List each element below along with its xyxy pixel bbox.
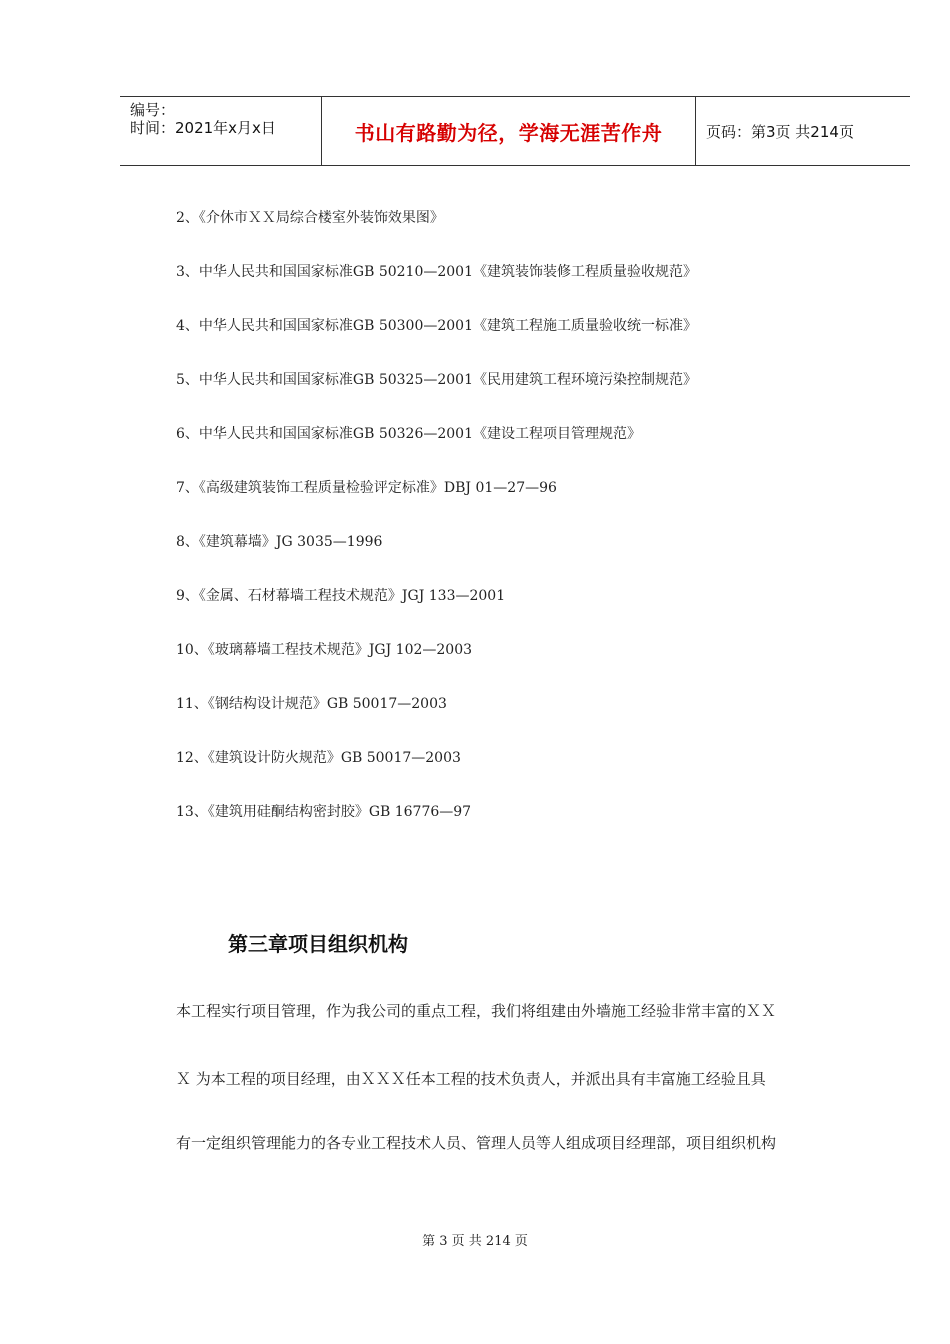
- paragraph-line: Ｘ 为本工程的项目经理，由ＸＸＸ任本工程的技术负责人，并派出具有丰富施工经验且具: [176, 1070, 766, 1088]
- reference-item: 7、《高级建筑装饰工程质量检验评定标准》DBJ 01—27—96: [176, 480, 557, 496]
- page-footer: [0, 1230, 950, 1249]
- reference-item: 12、《建筑设计防火规范》GB 50017—2003: [176, 750, 461, 766]
- footer-page-number: 第 3 页 共 214 页: [422, 1234, 528, 1249]
- document-number-label: 编号：: [130, 101, 176, 119]
- reference-item: 6、中华人民共和国国家标准GB 50326—2001《建设工程项目管理规范》: [176, 426, 641, 442]
- reference-item: 4、中华人民共和国国家标准GB 50300—2001《建筑工程施工质量验收统一标准》: [176, 318, 697, 334]
- page-header: [120, 96, 910, 166]
- header-page-cell: [696, 97, 910, 165]
- header-meta-cell: [120, 97, 322, 165]
- reference-list: [176, 208, 697, 856]
- reference-item: 5、中华人民共和国国家标准GB 50325—2001《民用建筑工程环境污染控制规范》: [176, 372, 697, 388]
- paragraph-line: 本工程实行项目管理，作为我公司的重点工程，我们将组建由外墙施工经验非常丰富的ＸＸ: [176, 1002, 777, 1020]
- reference-item: 9、《金属、石材幕墙工程技术规范》JGJ 133—2001: [176, 588, 506, 604]
- header-motto-cell: [322, 97, 696, 165]
- header-page-info: 页码：第3页 共214页: [706, 122, 854, 141]
- paragraph-line: 有一定组织管理能力的各专业工程技术人员、管理人员等人组成项目经理部，项目组织机构: [176, 1134, 777, 1152]
- reference-item: 10、《玻璃幕墙工程技术规范》JGJ 102—2003: [176, 642, 473, 658]
- reference-item: 13、《建筑用硅酮结构密封胶》GB 16776—97: [176, 804, 472, 820]
- reference-item: 3、中华人民共和国国家标准GB 50210—2001《建筑装饰装修工程质量验收规范》: [176, 264, 697, 280]
- reference-item: 8、《建筑幕墙》JG 3035—1996: [176, 534, 383, 550]
- chapter-heading: 第三章项目组织机构: [228, 932, 408, 956]
- document-time-label: 时间：2021年x月x日: [130, 119, 276, 137]
- header-motto: 书山有路勤为径，学海无涯苦作舟: [354, 120, 663, 145]
- reference-item: 2、《介休市ＸＸ局综合楼室外装饰效果图》: [176, 210, 444, 226]
- reference-item: 11、《钢结构设计规范》GB 50017—2003: [176, 696, 447, 712]
